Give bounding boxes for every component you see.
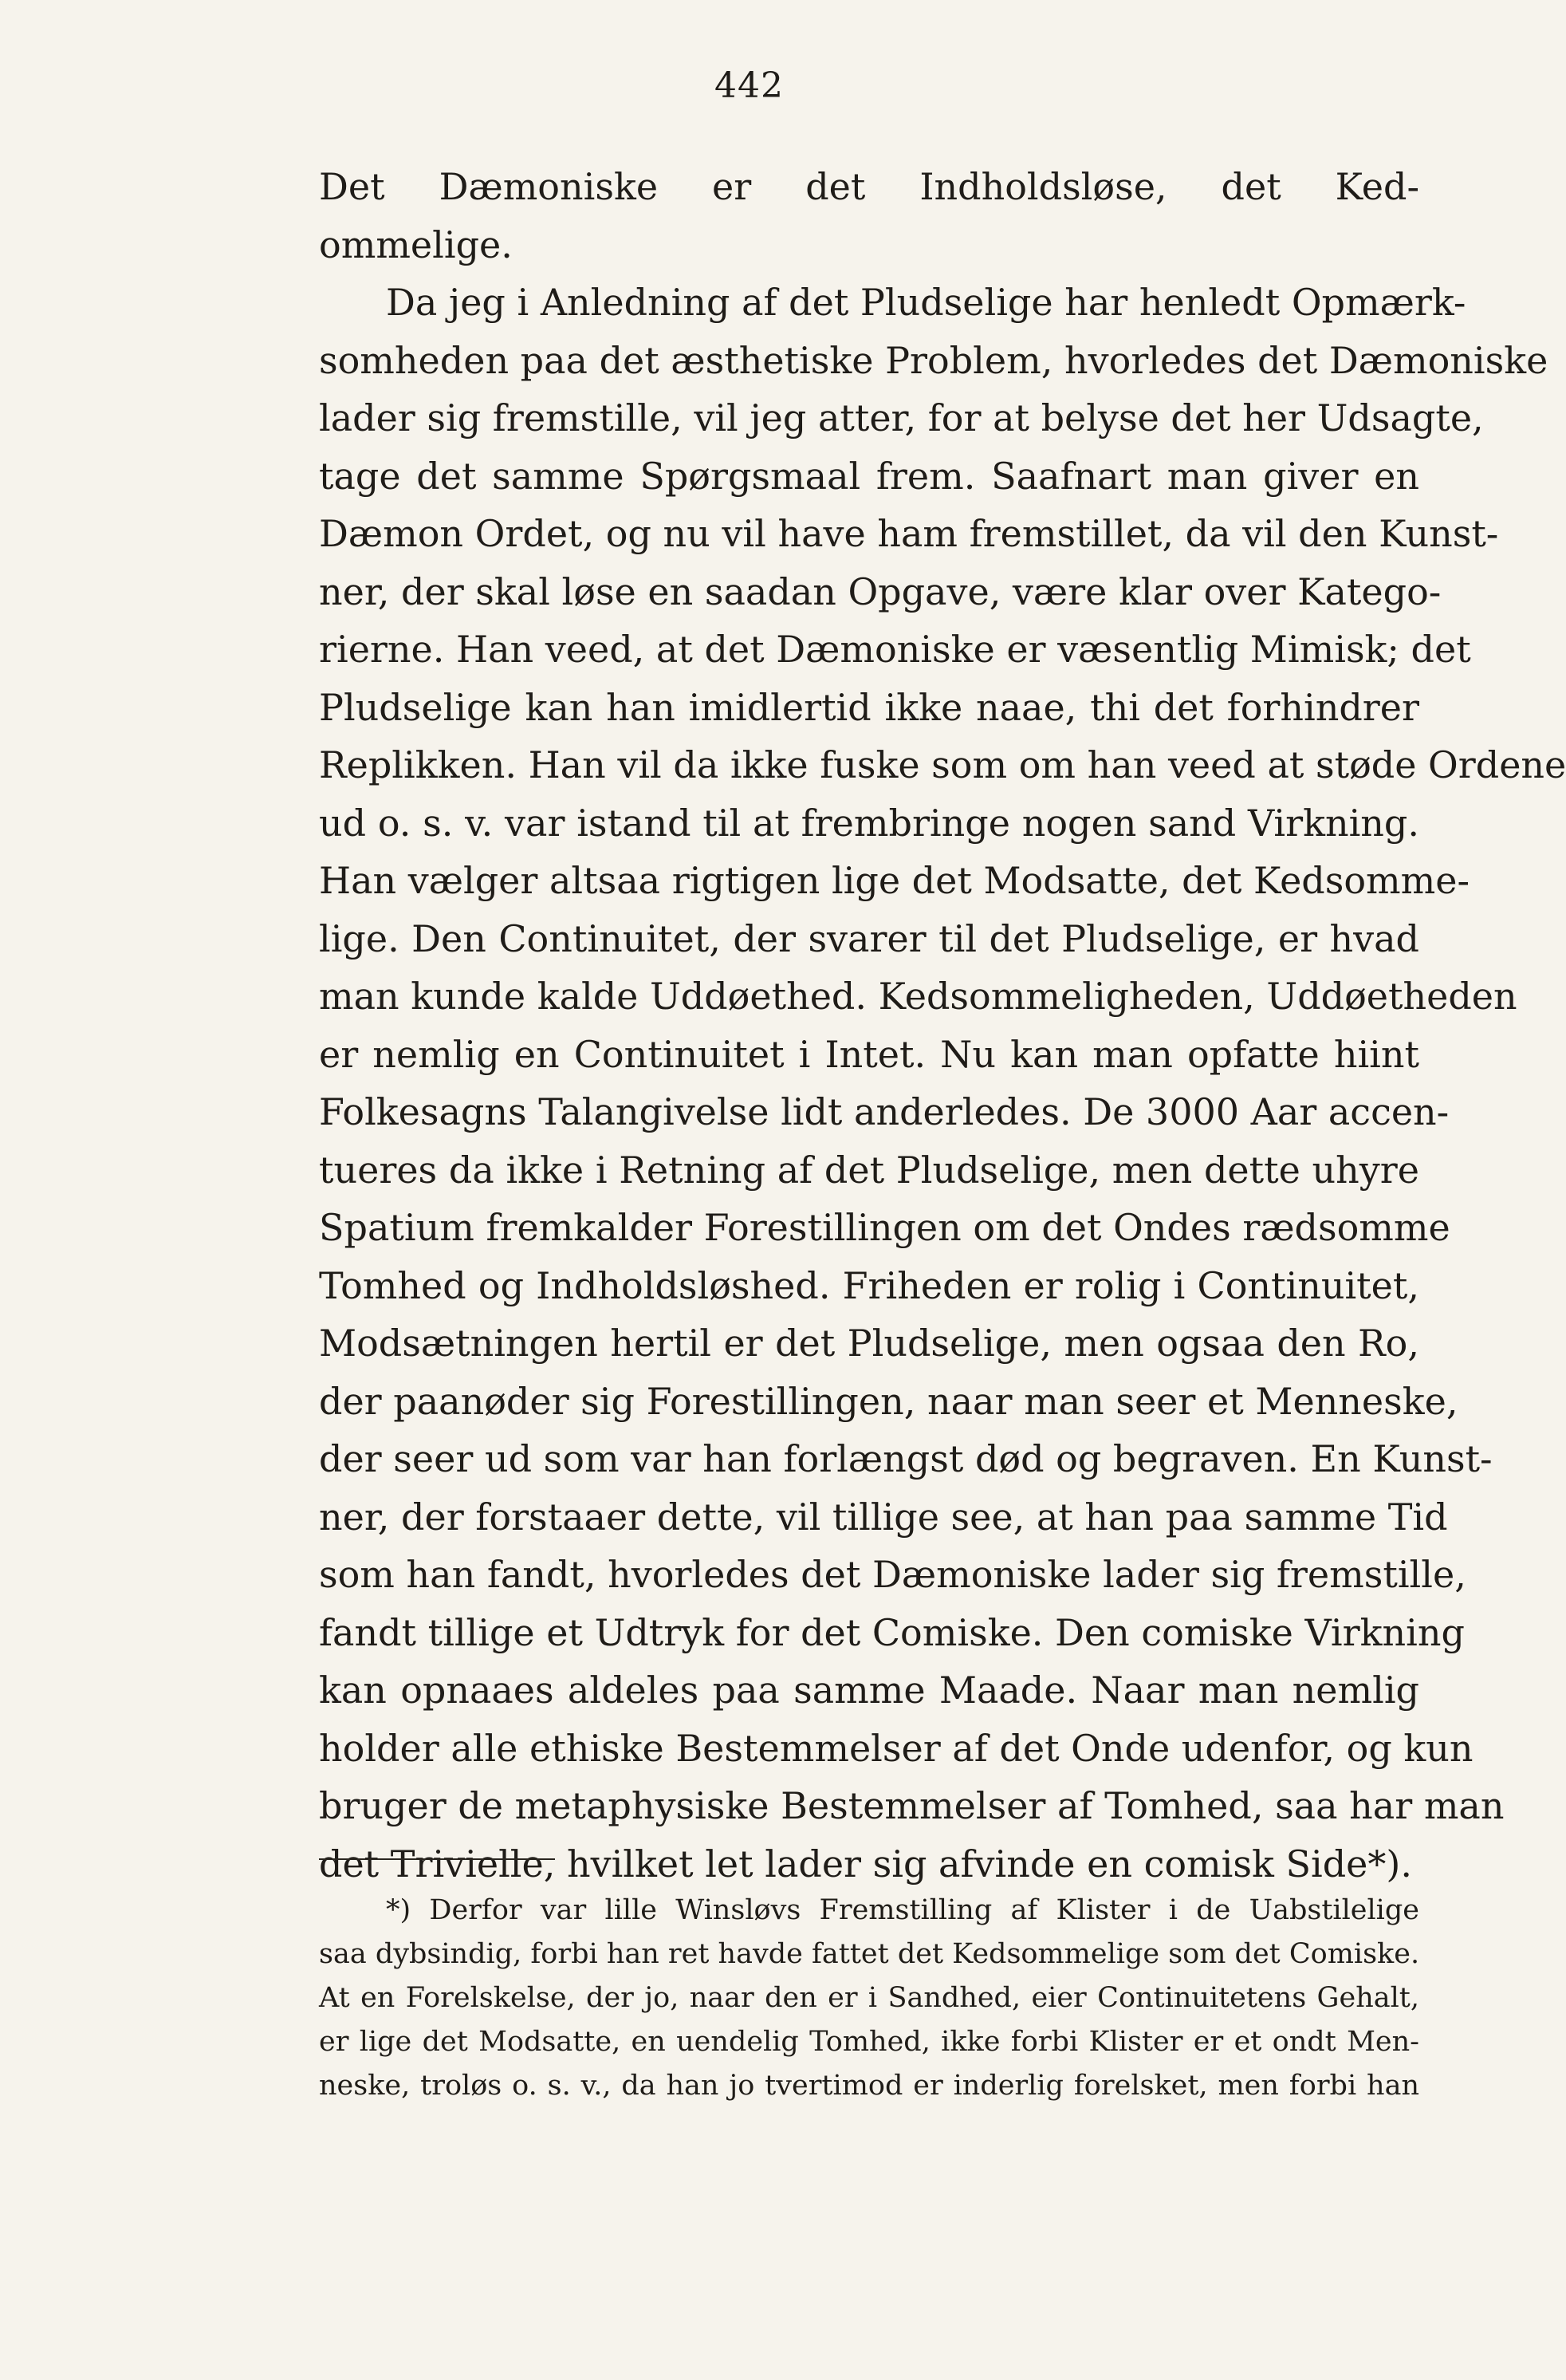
text-line: tage det samme Spørgsmaal frem. Saafnart man giver en — [319, 454, 1419, 498]
text-line: lader sig fremstille, vil jeg atter, for at belyse det her Udsagte, — [319, 396, 1484, 439]
text-line: ommelige. — [319, 223, 513, 266]
text-line: Tomhed og Indholdsløshed. Friheden er rolig i Continuitet, — [319, 1263, 1419, 1307]
text-line: der seer ud som var han forlængst død og begraven. En Kunst- — [319, 1437, 1493, 1480]
body-text — [319, 158, 1566, 1893]
text-line: Folkesagns Talangivelse lidt anderledes. De 3000 Aar accen- — [319, 1090, 1450, 1133]
text-line: Da jeg i Anledning af det Pludselige har henledt Opmærk- — [386, 281, 1466, 324]
text-line: tueres da ikke i Retning af det Pludselige, men dette uhyre — [319, 1148, 1419, 1192]
text-line: ner, der skal løse en saadan Opgave, være klar over Katego- — [319, 569, 1442, 613]
text-line: Dæmon Ordet, og nu vil have ham fremstillet, da vil den Kunst- — [319, 512, 1499, 555]
text-line: rierne. Han veed, at det Dæmoniske er væsentlig Mimisk; det — [319, 628, 1471, 671]
text-line: er nemlig en Continuitet i Intet. Nu kan man opfatte hiint — [319, 1032, 1419, 1076]
text-line: som han fandt, hvorledes det Dæmoniske lader sig fremstille, — [319, 1553, 1466, 1596]
text-line: lige. Den Continuitet, der svarer til det Pludselige, er hvad — [319, 916, 1419, 960]
text-line: Replikken. Han vil da ikke fuske som om han veed at støde Ordene — [319, 743, 1566, 786]
footnote — [319, 1889, 1419, 2108]
footnote-line: neske, troløs o. s. v., da han jo tvertimod er inderlig forelsket, men forbi han — [319, 2070, 1419, 2102]
text-line: det Trivielle, hvilket let lader sig afvinde en comisk Side*). — [319, 1842, 1412, 1885]
page-number: 442 — [714, 65, 784, 106]
text-line: Spatium fremkalder Forestillingen om det Ondes rædsomme — [319, 1206, 1450, 1249]
footnote-line: *) Derfor var lille Winsløvs Fremstilling af Klister i de Uabstilelige — [386, 1894, 1419, 1926]
footnote-divider — [319, 1858, 555, 1860]
text-line: ud o. s. v. var istand til at frembringe nogen sand Virkning. — [319, 801, 1419, 845]
footnote-line: er lige det Modsatte, en uendelig Tomhed, ikke forbi Klister er et ondt Men- — [319, 2026, 1419, 2058]
text-line: man kunde kalde Uddøethed. Kedsommeligheden, Uddøetheden — [319, 975, 1517, 1018]
text-line: Han vælger altsaa rigtigen lige det Modsatte, det Kedsomme- — [319, 859, 1470, 902]
text-line: kan opnaaes aldeles paa samme Maade. Naar man nemlig — [319, 1669, 1419, 1712]
text-line: ner, der forstaaer dette, vil tillige see, at han paa samme Tid — [319, 1495, 1448, 1539]
text-line: Det Dæmoniske er det Indholdsløse, det Ked- — [319, 165, 1419, 208]
text-line: der paanøder sig Forestillingen, naar man seer et Menneske, — [319, 1379, 1458, 1423]
text-line: fandt tillige et Udtryk for det Comiske. Den comiske Virkning — [319, 1610, 1465, 1654]
text-line: somheden paa det æsthetiske Problem, hvorledes det Dæmoniske — [319, 338, 1548, 382]
text-line: Modsætningen hertil er det Pludselige, men ogsaa den Ro, — [319, 1322, 1419, 1365]
footnote-line: saa dybsindig, forbi han ret havde fattet det Kedsommelige som det Comiske. — [319, 1938, 1420, 1970]
text-line: holder alle ethiske Bestemmelser af det Onde udenfor, og kun — [319, 1726, 1474, 1770]
text-line: bruger de metaphysiske Bestemmelser af Tomhed, saa har man — [319, 1784, 1505, 1827]
footnote-line: At en Forelskelse, der jo, naar den er i Sandhed, eier Continuitetens Gehalt, — [319, 1982, 1419, 2014]
text-line: Pludselige kan han imidlertid ikke naae, thi det forhindrer — [319, 685, 1419, 729]
